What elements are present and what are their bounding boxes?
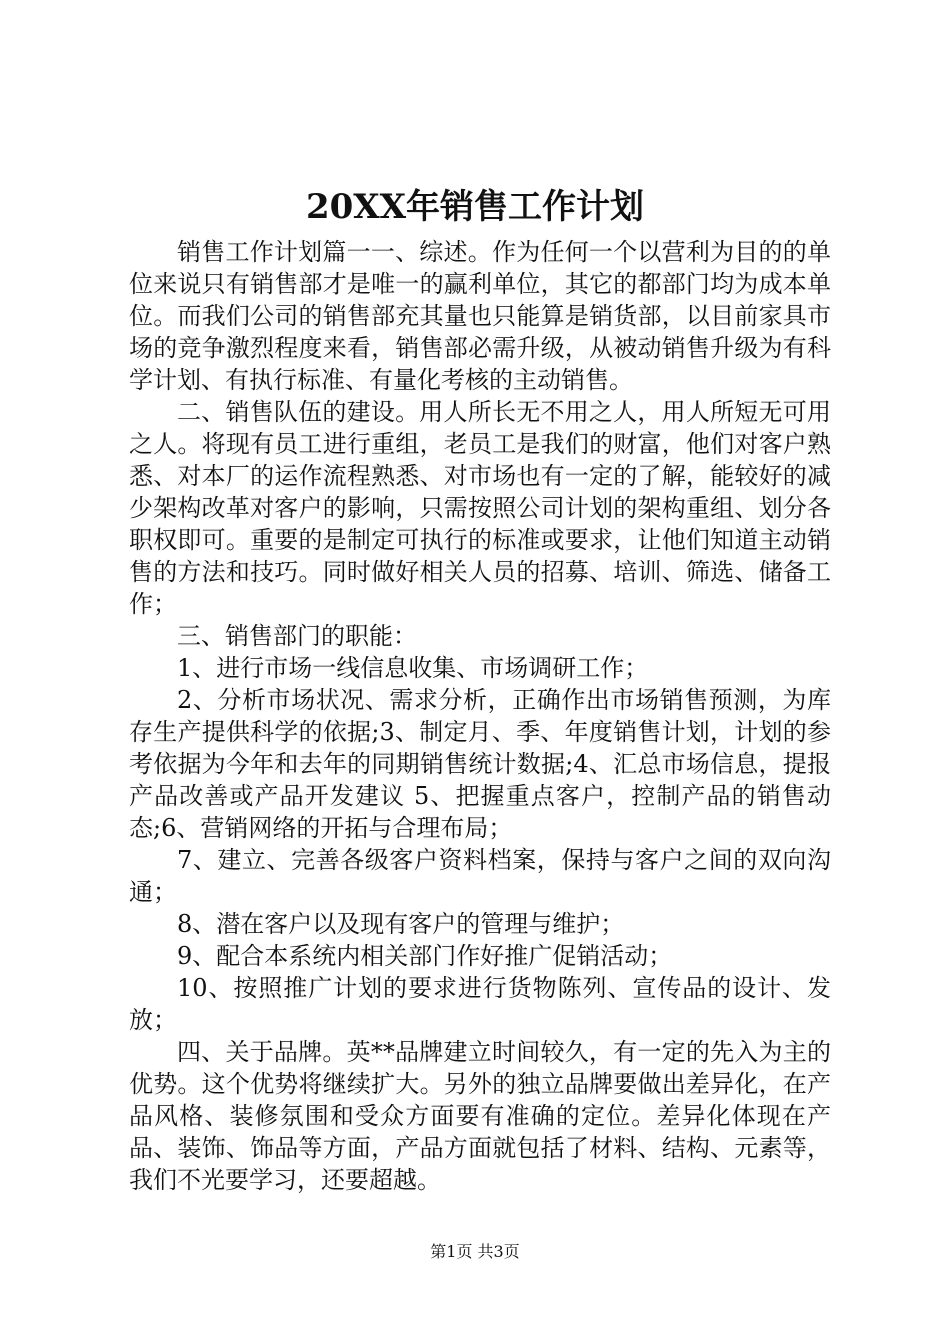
page-number: 第1页 共3页 — [430, 1242, 520, 1261]
paragraph-brand: 四、关于品牌。英**品牌建立时间较久，有一定的先入为主的优势。这个优势将继续扩大。另外的独立品牌要做出差异化，在产品风格、装修氛围和受众方面要有准确的定位。差异化体现在产品、装饰、饰品等方面，产品方面就包括了材料、结构、元素等，我们不光要学习，还要超越。 — [129, 1038, 831, 1194]
paragraph-item-8: 8、潜在客户以及现有客户的管理与维护； — [177, 910, 625, 938]
paragraph-item-9: 9、配合本系统内相关部门作好推广促销活动； — [177, 942, 673, 970]
document-body — [129, 236, 831, 1196]
paragraph-item-2-6: 2、分析市场状况、需求分析，正确作出市场销售预测，为库存生产提供科学的依据;3、制定月、季、年度销售计划，计划的参考依据为今年和去年的同期销售统计数据;4、汇总市场信息，提报产品改善或产品开发建议 5、把握重点客户，控制产品的销售动态;6、营销网络的开拓与合理布局； — [129, 686, 831, 842]
paragraph-item-7: 7、建立、完善各级客户资料档案，保持与客户之间的双向沟通； — [129, 846, 831, 906]
paragraph-overview: 销售工作计划篇一一、综述。作为任何一个以营利为目的的单位来说只有销售部才是唯一的赢利单位，其它的都部门均为成本单位。而我们公司的销售部充其量也只能算是销货部，以目前家具市场的竞争激烈程度来看，销售部必需升级，从被动销售升级为有科学计划、有执行标准、有量化考核的主动销售。 — [129, 238, 831, 394]
paragraph-item-1: 1、进行市场一线信息收集、市场调研工作； — [177, 654, 649, 682]
paragraph-item-10: 10、按照推广计划的要求进行货物陈列、宣传品的设计、发放； — [129, 974, 831, 1034]
paragraph-team-building: 二、销售队伍的建设。用人所长无不用之人，用人所短无可用之人。将现有员工进行重组，老员工是我们的财富，他们对客户熟悉、对本厂的运作流程熟悉、对市场也有一定的了解，能较好的减少架构改革对客户的影响，只需按照公司计划的架构重组、划分各职权即可。重要的是制定可执行的标准或要求，让他们知道主动销售的方法和技巧。同时做好相关人员的招募、培训、筛选、储备工作； — [129, 398, 831, 618]
document-title: 20XX年销售工作计划 — [305, 187, 645, 227]
paragraph-department-functions: 三、销售部门的职能： — [177, 622, 417, 650]
